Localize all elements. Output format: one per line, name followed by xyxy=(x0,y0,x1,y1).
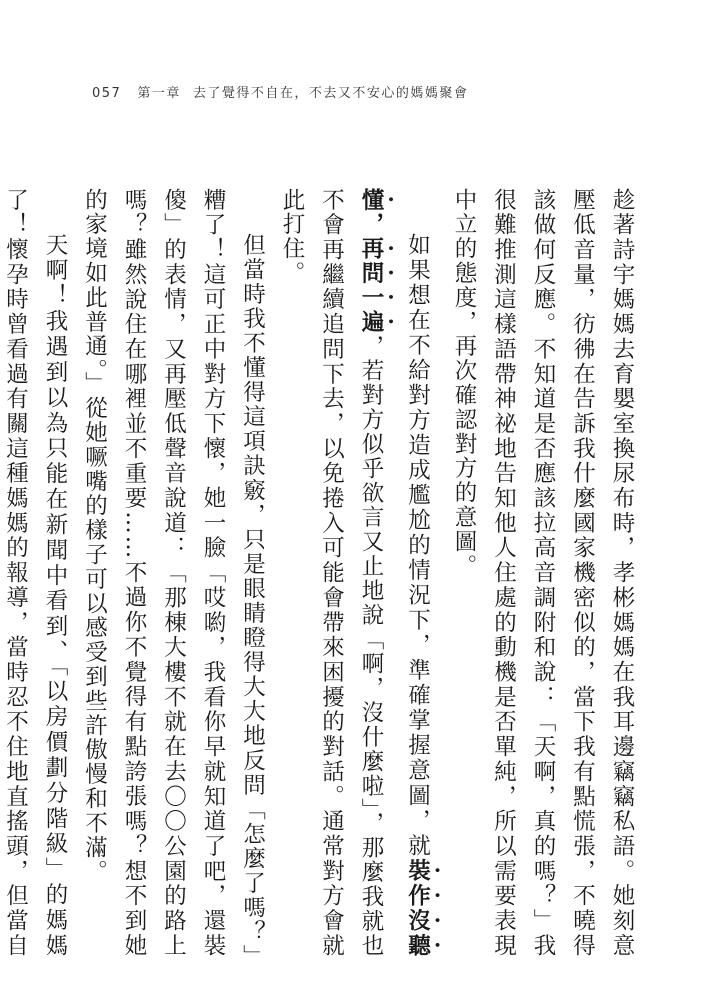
paragraph-4: 天啊！我遇到以為只能在新聞中看到、「以房價劃分階級」的媽媽了！懷孕時曾看過有關這種媽媽的報導，當時忍不住地直搖頭，但當自 xyxy=(2,188,68,958)
running-header xyxy=(92,82,468,101)
paragraph-2 xyxy=(272,188,444,958)
paragraph-2-lead: 如果想在不給對方造成尷尬的情況下，準確掌握意圖，就 xyxy=(404,233,431,859)
paragraph-3: 但當時我不懂得這項訣竅，只是眼睛瞪得大大地反問「怎麼了嗎？」糟了！這可正中對方下懷，她一臉「哎喲，我看你早就知道了吧，還裝傻」的表情，又再壓低聲音說道：「那棟大樓不就在去〇〇公園的路上嗎？雖然說住在哪裡並不重要……不過你不覺得有點誇張嗎？想不到她的家境如此普通。」從她噘嘴的樣子可以感受到些許傲慢和不滿。 xyxy=(81,188,266,958)
paragraph-1: 趁著詩宇媽媽去育嬰室換尿布時，孝彬媽媽在我耳邊竊竊私語。她刻意壓低音量，彷彿在告訴我什麼國家機密似的，當下我有點慌張，不曉得該做何反應。不知道是否應該拉高音調附和說：「天啊，真的嗎？」我很難推測這樣語帶神祕地告知他人住處的動機是否單純，所以需要表現中立的態度，再次確認對方的意圖。 xyxy=(451,188,635,958)
page-number: 057 xyxy=(92,86,122,101)
paragraph-2-rest: ，若對方似乎欲言又止地說「啊，沒什麼啦」，那麼我就也不會再繼續追問下去，以免捲入可能會帶來困擾的對話。通常對方會就此打住。 xyxy=(279,188,384,959)
vertical-body-text xyxy=(2,188,641,959)
chapter-label: 第一章 xyxy=(137,86,181,101)
emphasized-phrase: 裝作沒聽懂，再問一遍 xyxy=(358,188,431,958)
chapter-title: 去了覺得不自在，不去又不安心的媽媽聚會 xyxy=(192,86,469,101)
